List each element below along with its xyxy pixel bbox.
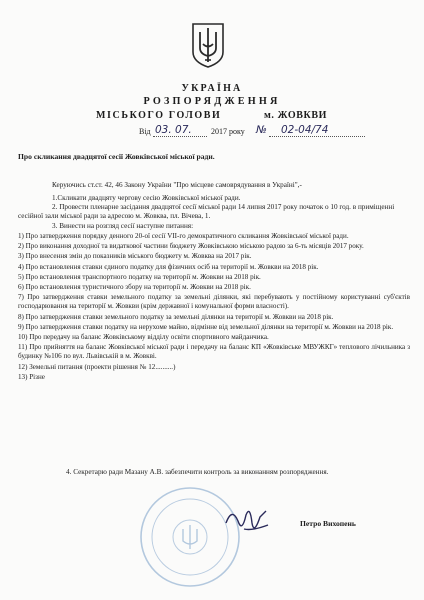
agenda-item: 1) Про затвердження порядку денного 20-ої сесії VII-го демократичного скликання Жовківської міської ради. xyxy=(18,232,349,240)
agenda-item: 11) Про прийняття на баланс Жовківської міської ради і передачу на баланс КП «Жовківське МВУЖКГ» теплового лічильника з будинку №106 по вул. Львівській в м. Жовкві. xyxy=(18,343,410,361)
point-1: 1.Скликати двадцяту чергову сесію Жовківської міської ради. xyxy=(52,194,241,202)
agenda-item: 9) Про затвердження ставки податку на нерухоме майно, відмінне від земельної ділянки на території м. Жовкви на 2018 рік. xyxy=(18,322,394,331)
agenda-item: 6) Про встановлення туристичного збору на території м. Жовкви на 2018 рік. xyxy=(18,283,251,292)
agenda-item: 12) Земельні питання (проекти рішення № 12..........) xyxy=(18,362,176,371)
agenda-list xyxy=(18,232,410,383)
agenda-item: 3) Про внесення змін до показників міського бюджету м. Жовква на 2017 рік. xyxy=(18,252,252,261)
handwritten-number: 02-04/74 xyxy=(281,124,329,136)
document-subject: Про скликання двадцятої сесії Жовківської міської ради. xyxy=(18,152,215,161)
country-heading: УКРАЇНА xyxy=(181,83,243,94)
point-3: 3. Винести на розгляд сесії наступне питання: xyxy=(52,222,194,230)
legal-basis: Керуючись ст.ст. 42, 46 Закону України "Про місцеве самоврядування в Україні",- xyxy=(52,181,302,189)
point-4: 4. Секретарю ради Мазану А.В. забезпечити контроль за виконанням розпорядження. xyxy=(66,468,329,476)
agenda-item: 8) Про затвердження ставки земельного податку за земельні ділянки на території м. Жовкви на 2018 рік. xyxy=(18,312,334,321)
agenda-item: 10) Про передачу на баланс Жовківському відділу освіти спортивного майданчика. xyxy=(18,333,269,342)
signature-icon xyxy=(222,503,272,539)
coat-of-arms-icon xyxy=(190,22,226,68)
date-year: 2017 року xyxy=(211,127,245,136)
city-heading: м. ЖОВКВИ xyxy=(264,110,327,121)
date-line xyxy=(139,124,379,140)
number-sign: № xyxy=(256,124,267,136)
agenda-item: 7) Про затвердження ставки земельного податку за земельні ділянки, які перебувають у постійному користуванні суб'єктів господарювання на території м. Жовкви (крім державної і комунальної форми власності). xyxy=(18,293,410,311)
agenda-item: 5) Про встановлення транспортного податку на території м. Жовкви на 2018 рік. xyxy=(18,272,261,281)
issuer-heading: МІСЬКОГО ГОЛОВИ xyxy=(96,110,222,121)
handwritten-date: 03. 07. xyxy=(155,124,192,136)
agenda-item: 2) Про виконання доходної та видаткової частини бюджету Жовківською міською радою за 6-ть місяців 2017 року. xyxy=(18,242,364,251)
agenda-item: 13) Різне xyxy=(18,372,45,381)
document-type-heading: РОЗПОРЯДЖЕННЯ xyxy=(143,96,281,107)
date-prefix: Від xyxy=(139,127,151,136)
agenda-item: 4) Про встановлення ставки єдиного податку для фізичних осіб на території м. Жовкви на 2018 рік. xyxy=(18,262,319,271)
point-2: 2. Провести пленарне засідання двадцятої сесії міської ради 14 липня 2017 року початок о 10 год. в приміщенні сесійної зали міської ради за адресою м. Жовква, пл. Вічева, 1. xyxy=(18,203,395,221)
signatory-name: Петро Вихопень xyxy=(300,519,356,528)
